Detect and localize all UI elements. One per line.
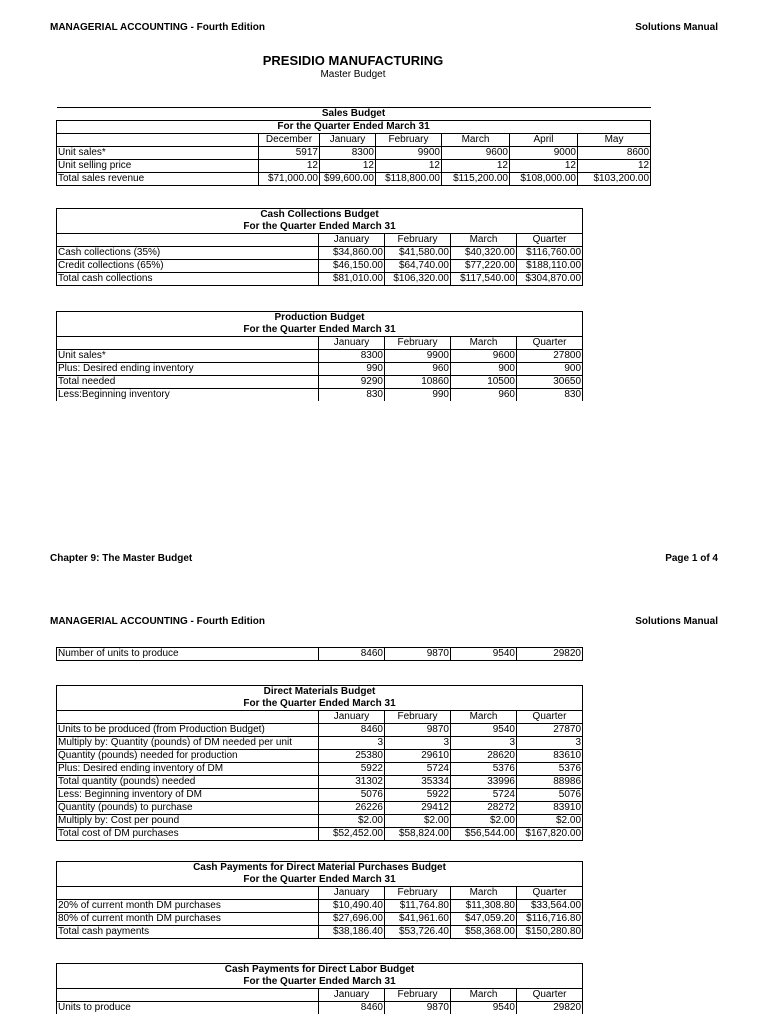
- cell-value: 35334: [385, 776, 451, 789]
- cell-value: 5922: [319, 763, 385, 776]
- cell-value: 8460: [319, 648, 385, 661]
- direct-materials-table: [56, 685, 583, 841]
- cell-value: 9600: [451, 350, 517, 363]
- cell-value: 12: [376, 160, 442, 173]
- cell-value: $150,280.80: [517, 926, 583, 939]
- row-label: Plus: Desired ending inventory of DM: [57, 763, 319, 776]
- table-row: [57, 763, 583, 776]
- cell-value: $64,740.00: [385, 260, 451, 273]
- cell-value: 8300: [319, 350, 385, 363]
- column-header: March: [451, 989, 517, 1002]
- cell-value: 26226: [319, 802, 385, 815]
- cell-value: $41,961.60: [385, 913, 451, 926]
- cell-value: 29412: [385, 802, 451, 815]
- table-row: [57, 147, 651, 160]
- cell-value: 9000: [510, 147, 578, 160]
- cell-value: $11,764.80: [385, 900, 451, 913]
- cell-value: $34,860.00: [319, 247, 385, 260]
- table-row: [57, 173, 651, 186]
- cell-value: $115,200.00: [442, 173, 510, 186]
- table-title: Sales Budget: [57, 108, 651, 121]
- production-budget-continued: [56, 647, 583, 661]
- running-header-right: Solutions Manual: [635, 22, 718, 33]
- cell-value: 8460: [319, 724, 385, 737]
- table-row: [57, 737, 583, 750]
- column-header: January: [319, 711, 385, 724]
- document-subtitle: Master Budget: [320, 69, 386, 80]
- table-row: [57, 260, 583, 273]
- cell-value: $46,150.00: [319, 260, 385, 273]
- cell-value: 8300: [320, 147, 376, 160]
- table-title: Cash Payments for Direct Material Purchases Budget: [193, 862, 446, 873]
- table-row: [57, 350, 583, 363]
- table-title: Production Budget: [274, 312, 365, 323]
- cell-value: 960: [385, 363, 451, 376]
- row-label: Unit sales*: [57, 350, 319, 363]
- table-period: For the Quarter Ended March 31: [243, 221, 396, 232]
- row-label: Total quantity (pounds) needed: [57, 776, 319, 789]
- cash-payments-labor-table: [56, 963, 583, 1014]
- column-header: March: [451, 337, 517, 350]
- company-name: PRESIDIO MANUFACTURING: [262, 53, 444, 68]
- row-label: Multiply by: Cost per pound: [57, 815, 319, 828]
- cell-value: $56,544.00: [451, 828, 517, 841]
- cell-value: $52,452.00: [319, 828, 385, 841]
- cell-value: 10500: [451, 376, 517, 389]
- cell-value: 9900: [376, 147, 442, 160]
- running-header-right: Solutions Manual: [635, 616, 718, 627]
- cell-value: $117,540.00: [451, 273, 517, 286]
- cell-value: 8460: [319, 1002, 385, 1015]
- table-period: For the Quarter Ended March 31: [243, 324, 396, 335]
- cell-value: $53,726.40: [385, 926, 451, 939]
- column-header: January: [319, 337, 385, 350]
- cell-value: $33,564.00: [517, 900, 583, 913]
- column-header: Quarter: [517, 989, 583, 1002]
- cell-value: $40,320.00: [451, 247, 517, 260]
- cell-value: 5724: [451, 789, 517, 802]
- cell-value: 3: [451, 737, 517, 750]
- cell-value: 5376: [517, 763, 583, 776]
- cell-value: $2.00: [319, 815, 385, 828]
- cell-value: 3: [385, 737, 451, 750]
- row-label: Total cost of DM purchases: [57, 828, 319, 841]
- table-row: [57, 802, 583, 815]
- cell-value: $38,186.40: [319, 926, 385, 939]
- cell-value: 3: [319, 737, 385, 750]
- row-label: Total sales revenue: [57, 173, 259, 186]
- running-header-left: MANAGERIAL ACCOUNTING - Fourth Edition: [50, 22, 265, 33]
- cell-value: $2.00: [451, 815, 517, 828]
- cell-value: 12: [259, 160, 320, 173]
- cell-value: 8600: [578, 147, 651, 160]
- page-footer-left: Chapter 9: The Master Budget: [50, 553, 193, 564]
- cell-value: 10860: [385, 376, 451, 389]
- cell-value: $99,600.00: [320, 173, 376, 186]
- cell-value: 9600: [442, 147, 510, 160]
- column-header: January: [319, 989, 385, 1002]
- sales-budget-table: [56, 107, 651, 186]
- table-row: [57, 900, 583, 913]
- table-period: For the Quarter Ended March 31: [243, 698, 396, 709]
- cell-value: 900: [517, 363, 583, 376]
- row-label: Number of units to produce: [58, 648, 179, 659]
- row-label: Multiply by: Quantity (pounds) of DM needed per unit: [57, 737, 319, 750]
- column-header: February: [376, 134, 442, 147]
- cell-value: 5724: [385, 763, 451, 776]
- table-period: For the Quarter Ended March 31: [243, 976, 396, 987]
- cash-collections-table: [56, 208, 583, 286]
- column-header: Quarter: [517, 887, 583, 900]
- cell-value: $304,870.00: [517, 273, 583, 286]
- cell-value: 29610: [385, 750, 451, 763]
- cell-value: $58,824.00: [385, 828, 451, 841]
- table-row: [57, 160, 651, 173]
- table-row: [57, 363, 583, 376]
- cell-value: 88986: [517, 776, 583, 789]
- column-header: Quarter: [517, 234, 583, 247]
- cell-value: 9290: [319, 376, 385, 389]
- cell-value: $167,820.00: [517, 828, 583, 841]
- column-header: February: [385, 711, 451, 724]
- column-header: December: [259, 134, 320, 147]
- table-row: [57, 815, 583, 828]
- cell-value: $106,320.00: [385, 273, 451, 286]
- cell-value: 900: [451, 363, 517, 376]
- cell-value: 830: [517, 389, 583, 402]
- row-label: Total needed: [57, 376, 319, 389]
- cell-value: 9540: [451, 648, 517, 661]
- table-title: Direct Materials Budget: [263, 686, 376, 697]
- cell-value: 9540: [451, 1002, 517, 1015]
- cell-value: 12: [510, 160, 578, 173]
- table-row: [57, 724, 583, 737]
- column-header: January: [319, 234, 385, 247]
- cell-value: 28272: [451, 802, 517, 815]
- column-header: February: [385, 887, 451, 900]
- table-period: For the Quarter Ended March 31: [57, 121, 651, 134]
- table-row: [57, 376, 583, 389]
- cell-value: $10,490.40: [319, 900, 385, 913]
- cell-value: 12: [442, 160, 510, 173]
- row-label: Credit collections (65%): [57, 260, 319, 273]
- row-label: 20% of current month DM purchases: [57, 900, 319, 913]
- row-label: Cash collections (35%): [57, 247, 319, 260]
- column-header: April: [510, 134, 578, 147]
- cell-value: 5917: [259, 147, 320, 160]
- column-header: March: [451, 234, 517, 247]
- column-header: March: [451, 711, 517, 724]
- row-label: Total cash payments: [57, 926, 319, 939]
- cell-value: $47,059.20: [451, 913, 517, 926]
- cell-value: $77,220.00: [451, 260, 517, 273]
- table-row: [57, 776, 583, 789]
- cell-value: 9870: [385, 1002, 451, 1015]
- cell-value: 5922: [385, 789, 451, 802]
- cell-value: 3: [517, 737, 583, 750]
- cell-value: 83910: [517, 802, 583, 815]
- column-header: March: [442, 134, 510, 147]
- cell-value: $108,000.00: [510, 173, 578, 186]
- table-row: [57, 648, 583, 661]
- table-row: [57, 389, 583, 402]
- production-budget-table: [56, 311, 583, 401]
- cell-value: 27800: [517, 350, 583, 363]
- cell-value: 5376: [451, 763, 517, 776]
- row-label: Unit selling price: [57, 160, 259, 173]
- cell-value: $118,800.00: [376, 173, 442, 186]
- cell-value: $188,110.00: [517, 260, 583, 273]
- cash-payments-dm-table: [56, 861, 583, 939]
- cell-value: 990: [319, 363, 385, 376]
- cell-value: $71,000.00: [259, 173, 320, 186]
- cell-value: 830: [319, 389, 385, 402]
- column-header: Quarter: [517, 711, 583, 724]
- cell-value: $103,200.00: [578, 173, 651, 186]
- row-label: Less: Beginning inventory of DM: [57, 789, 319, 802]
- column-header: January: [320, 134, 376, 147]
- cell-value: $81,010.00: [319, 273, 385, 286]
- cell-value: 5076: [319, 789, 385, 802]
- cell-value: $2.00: [385, 815, 451, 828]
- running-header-left: MANAGERIAL ACCOUNTING - Fourth Edition: [50, 616, 265, 627]
- cell-value: 9900: [385, 350, 451, 363]
- cell-value: 31302: [319, 776, 385, 789]
- cell-value: 33996: [451, 776, 517, 789]
- row-label: Unit sales*: [57, 147, 259, 160]
- cell-value: 27870: [517, 724, 583, 737]
- row-label: Units to be produced (from Production Budget): [57, 724, 319, 737]
- cell-value: $58,368.00: [451, 926, 517, 939]
- row-label: 80% of current month DM purchases: [57, 913, 319, 926]
- column-header: March: [451, 887, 517, 900]
- cell-value: 29820: [517, 1002, 583, 1015]
- cell-value: 12: [578, 160, 651, 173]
- cell-value: $41,580.00: [385, 247, 451, 260]
- cell-value: $116,716.80: [517, 913, 583, 926]
- cell-value: 12: [320, 160, 376, 173]
- table-row: [57, 828, 583, 841]
- cell-value: 960: [451, 389, 517, 402]
- column-header: Quarter: [517, 337, 583, 350]
- cell-value: 28620: [451, 750, 517, 763]
- row-label: Quantity (pounds) to purchase: [57, 802, 319, 815]
- cell-value: 83610: [517, 750, 583, 763]
- row-label: Total cash collections: [57, 273, 319, 286]
- cell-value: $2.00: [517, 815, 583, 828]
- cell-value: 9870: [385, 724, 451, 737]
- cell-value: 30650: [517, 376, 583, 389]
- row-label: Less:Beginning inventory: [57, 389, 319, 402]
- table-row: [57, 926, 583, 939]
- cell-value: 29820: [517, 648, 583, 661]
- row-label: Units to produce: [57, 1002, 319, 1015]
- cell-value: 9540: [451, 724, 517, 737]
- cell-value: 990: [385, 389, 451, 402]
- table-row: [57, 750, 583, 763]
- column-header: May: [578, 134, 651, 147]
- column-header: January: [319, 887, 385, 900]
- row-label: Plus: Desired ending inventory: [57, 363, 319, 376]
- page-footer-right: Page 1 of 4: [665, 553, 718, 564]
- cell-value: $27,696.00: [319, 913, 385, 926]
- table-title: Cash Payments for Direct Labor Budget: [224, 964, 415, 975]
- table-row: [57, 247, 583, 260]
- cell-value: 25380: [319, 750, 385, 763]
- column-header: February: [385, 989, 451, 1002]
- cell-value: 5076: [517, 789, 583, 802]
- cell-value: 9870: [385, 648, 451, 661]
- table-row: [57, 1002, 583, 1015]
- table-period: For the Quarter Ended March 31: [243, 874, 396, 885]
- table-row: [57, 913, 583, 926]
- row-label: Quantity (pounds) needed for production: [57, 750, 319, 763]
- column-header: February: [385, 234, 451, 247]
- column-header: February: [385, 337, 451, 350]
- table-row: [57, 789, 583, 802]
- table-title: Cash Collections Budget: [260, 209, 379, 220]
- cell-value: $11,308.80: [451, 900, 517, 913]
- cell-value: $116,760.00: [517, 247, 583, 260]
- table-row: [57, 273, 583, 286]
